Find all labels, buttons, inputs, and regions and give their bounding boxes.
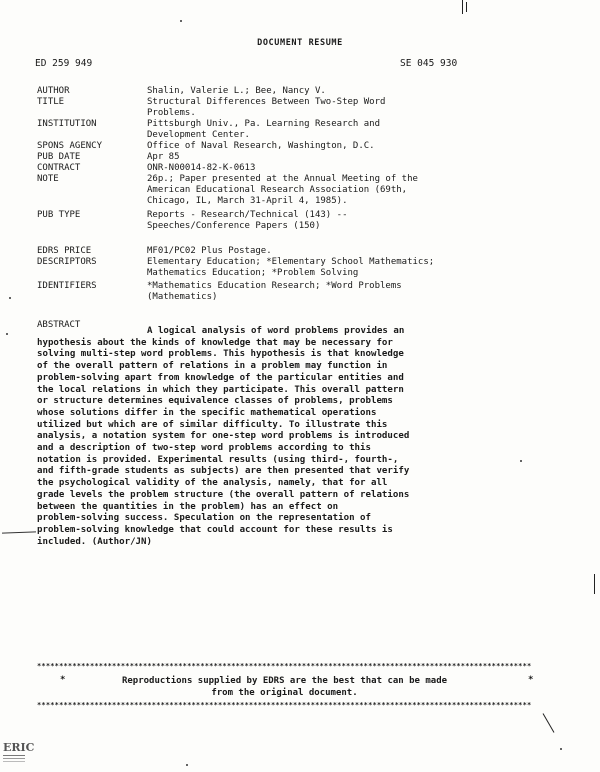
pub-date-value: Apr 85 <box>147 152 180 162</box>
scan-speck <box>180 20 182 22</box>
title-value: Structural Differences Between Two-Step Word Problems. <box>147 97 386 118</box>
abstract-line: the local relations in which they participate. This overall pattern <box>37 384 404 395</box>
abstract-line: included. (Author/JN) <box>37 536 152 547</box>
reproduction-note-line2: from the original document. <box>211 688 358 698</box>
footer-stars-top: **************************************************************************************************************** <box>37 662 532 670</box>
margin-rule <box>2 531 36 533</box>
institution-value: Pittsburgh Univ., Pa. Learning Research and Development Center. <box>147 119 380 140</box>
scan-mark <box>466 2 467 12</box>
abstract-line: problem-solving apart from knowledge of the particular entities and <box>37 372 404 383</box>
abstract-body <box>37 326 522 548</box>
abstract-line: of the overall pattern of relations in a problem may function in <box>37 361 388 372</box>
abstract-line: the psychological validity of the analysis, namely, that for all <box>37 478 388 489</box>
scan-speck <box>9 297 11 299</box>
eric-logo <box>3 738 35 766</box>
author-value: Shalin, Valerie L.; Bee, Nancy V. <box>147 86 326 96</box>
abstract-line: whose solutions differ in the specific mathematical operations <box>37 407 377 418</box>
scan-speck <box>6 333 8 335</box>
institution-label: INSTITUTION <box>37 119 97 129</box>
abstract-line: solving multi-step word problems. This hypothesis is that knowledge <box>37 349 404 360</box>
edrs-price-value: MF01/PC02 Plus Postage. <box>147 246 272 256</box>
contract-label: CONTRACT <box>37 163 81 173</box>
footer-star-left: * <box>60 675 66 685</box>
scan-mark <box>543 713 555 733</box>
abstract-line: hypothesis about the kinds of knowledge that may be necessary for <box>37 337 393 348</box>
title-label: TITLE <box>37 97 65 107</box>
abstract-line: grade levels the problem structure (the overall pattern of relations <box>37 489 410 500</box>
abstract-line: notation is provided. Experimental results (using third-, fourth-, <box>37 454 399 465</box>
sponsoring-agency-label: SPONS AGENCY <box>37 141 103 151</box>
pub-type-label: PUB TYPE <box>37 210 81 220</box>
pub-date-label: PUB DATE <box>37 152 81 162</box>
footer-star-right: * <box>528 675 534 685</box>
abstract-line: problem-solving knowledge that could account for these results is <box>37 524 393 535</box>
reproduction-note-line1: Reproductions supplied by EDRS are the best that can be made <box>121 676 448 686</box>
abstract-line: utilized but which are of similar difficulty. To illustrate this <box>37 419 388 430</box>
scan-mark <box>594 574 595 594</box>
identifiers-value: *Mathematics Education Research; *Word Problems (Mathematics) <box>147 281 402 302</box>
abstract-line: between the quantities in the problem) has an effect on <box>37 501 339 512</box>
note-label: NOTE <box>37 174 59 184</box>
descriptors-label: DESCRIPTORS <box>37 257 97 267</box>
pub-type-value: Reports - Research/Technical (143) -- Speeches/Conference Papers (150) <box>147 210 348 231</box>
scan-speck <box>520 460 522 462</box>
ed-number: ED 259 949 <box>35 58 93 69</box>
scan-speck <box>560 748 562 750</box>
abstract-line: and a description of two-step word problems according to this <box>37 443 371 454</box>
author-label: AUTHOR <box>37 86 70 96</box>
eric-logo-text: ERIC <box>3 741 35 754</box>
note-value: 26p.; Paper presented at the Annual Meeting of the American Educational Research Association (69th, Chicago, IL, March 31-April 4, 1985). <box>147 174 418 206</box>
abstract-line: A logical analysis of word problems provides an <box>147 326 405 336</box>
identifiers-label: IDENTIFIERS <box>37 281 97 291</box>
contract-value: ONR-N00014-82-K-0613 <box>147 163 256 173</box>
abstract-line: and fifth-grade students as subjects) are then presented that verify <box>37 466 410 477</box>
abstract-line: problem-solving success. Speculation on the representation of <box>37 513 371 524</box>
abstract-line: analysis, a notation system for one-step word problems is introduced <box>37 431 410 442</box>
footer-stars-bottom: **************************************************************************************************************** <box>37 701 532 709</box>
page-title: DOCUMENT RESUME <box>257 38 343 48</box>
se-number: SE 045 930 <box>400 58 458 69</box>
scan-speck <box>186 764 188 766</box>
sponsoring-agency-value: Office of Naval Research, Washington, D.C. <box>147 141 375 151</box>
abstract-label: ABSTRACT <box>37 320 81 330</box>
scan-mark <box>462 0 463 14</box>
descriptors-value: Elementary Education; *Elementary School Mathematics; Mathematics Education; *Problem Solving <box>147 257 435 278</box>
abstract-line: or structure determines equivalence classes of problems, problems <box>37 396 393 407</box>
edrs-price-label: EDRS PRICE <box>37 246 92 256</box>
